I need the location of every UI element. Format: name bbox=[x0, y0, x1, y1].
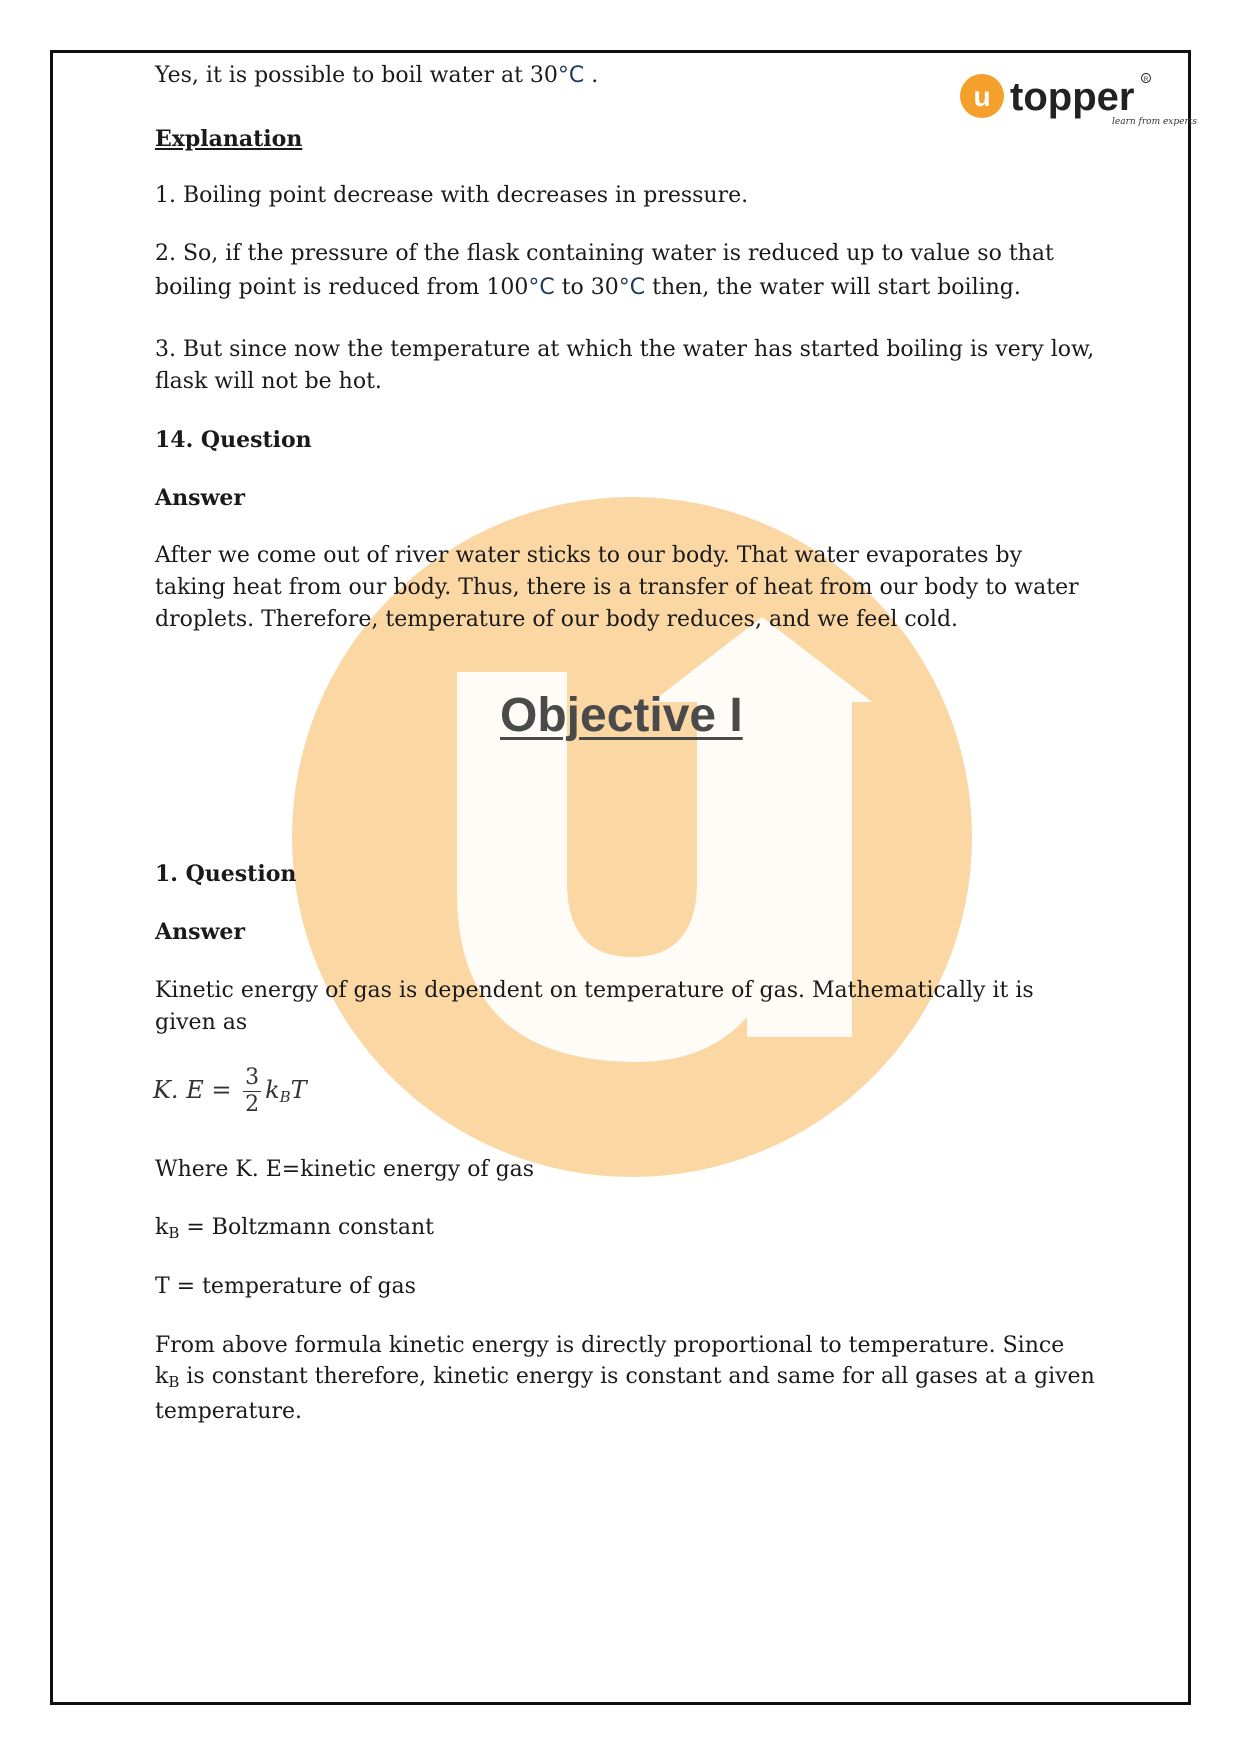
fraction-numerator: 3 bbox=[245, 1065, 260, 1090]
degree-celsius: °C bbox=[557, 63, 585, 88]
explanation-heading: Explanation bbox=[155, 126, 303, 152]
point-2-part-a: boiling point is reduced from 100 bbox=[155, 275, 529, 300]
q14-answer-text: After we come out of river water sticks to our body. That water evaporates by taking heat from our body. Thus, there is a transfer of heat from our body to water droplets. Therefore, temperature of our body reduces, and we feel cold. bbox=[155, 543, 1079, 632]
point-2-part-c: then, the water will start boiling. bbox=[645, 275, 1021, 300]
q1-answer-label: Answer bbox=[155, 919, 245, 945]
intro-end: . bbox=[584, 63, 599, 88]
svg-text:learn from experts: learn from experts bbox=[1112, 117, 1198, 127]
brand-logo bbox=[960, 70, 1198, 134]
explanation-point-1: 1. Boiling point decrease with decreases in pressure. bbox=[155, 183, 749, 208]
formula-k: k bbox=[265, 1076, 280, 1104]
point-2-part-b: to 30 bbox=[554, 275, 619, 300]
kb-symbol: k bbox=[155, 1364, 169, 1389]
kb-subscript: B bbox=[168, 1224, 180, 1242]
explanation-point-2-line-2 bbox=[155, 272, 1021, 304]
kb-definition-text: = Boltzmann constant bbox=[179, 1215, 434, 1240]
intro-text: Yes, it is possible to boil water at 30 bbox=[155, 63, 558, 88]
svg-text:topper: topper bbox=[1010, 75, 1135, 119]
formula-fraction bbox=[243, 1065, 261, 1118]
conclusion-text: is constant therefore, kinetic energy is constant and same for all gases at a given bbox=[179, 1364, 1095, 1389]
kb-subscript: B bbox=[168, 1373, 180, 1391]
q14-question-heading: 14. Question bbox=[155, 427, 312, 453]
explanation-point-2-line-1: 2. So, if the pressure of the flask containing water is reduced up to value so that bbox=[155, 241, 1054, 266]
q1-where-line: Where K. E=kinetic energy of gas bbox=[155, 1157, 535, 1182]
q1-conclusion-line-3: temperature. bbox=[155, 1399, 302, 1424]
formula-lhs: K. E = bbox=[153, 1076, 232, 1104]
degree-celsius: °C bbox=[528, 275, 555, 300]
section-title: Objective I bbox=[500, 689, 743, 742]
explanation-point-3: 3. But since now the temperature at which the water has started boiling is very low, flask will not be hot. bbox=[155, 337, 1095, 394]
svg-text:R: R bbox=[1143, 77, 1149, 83]
intro-line bbox=[155, 60, 598, 92]
degree-celsius: °C bbox=[618, 275, 646, 300]
q1-conclusion-line-2 bbox=[155, 1361, 1095, 1398]
formula-t: T bbox=[290, 1076, 307, 1104]
q1-question-heading: 1. Question bbox=[155, 861, 297, 887]
kb-symbol: k bbox=[155, 1215, 169, 1240]
q1-conclusion-line-1: From above formula kinetic energy is directly proportional to temperature. Since bbox=[155, 1333, 1065, 1358]
svg-text:u: u bbox=[973, 81, 991, 112]
q1-kb-definition bbox=[155, 1212, 434, 1249]
q14-answer-label: Answer bbox=[155, 485, 245, 511]
fraction-denominator: 2 bbox=[245, 1092, 260, 1117]
q1-t-definition: T = temperature of gas bbox=[155, 1274, 416, 1299]
kinetic-energy-formula bbox=[153, 1065, 307, 1118]
q1-answer-text: Kinetic energy of gas is dependent on temperature of gas. Mathematically it is given as bbox=[155, 978, 1034, 1035]
brand-logo-mark bbox=[960, 70, 1198, 134]
formula-k-subscript: B bbox=[279, 1088, 291, 1106]
